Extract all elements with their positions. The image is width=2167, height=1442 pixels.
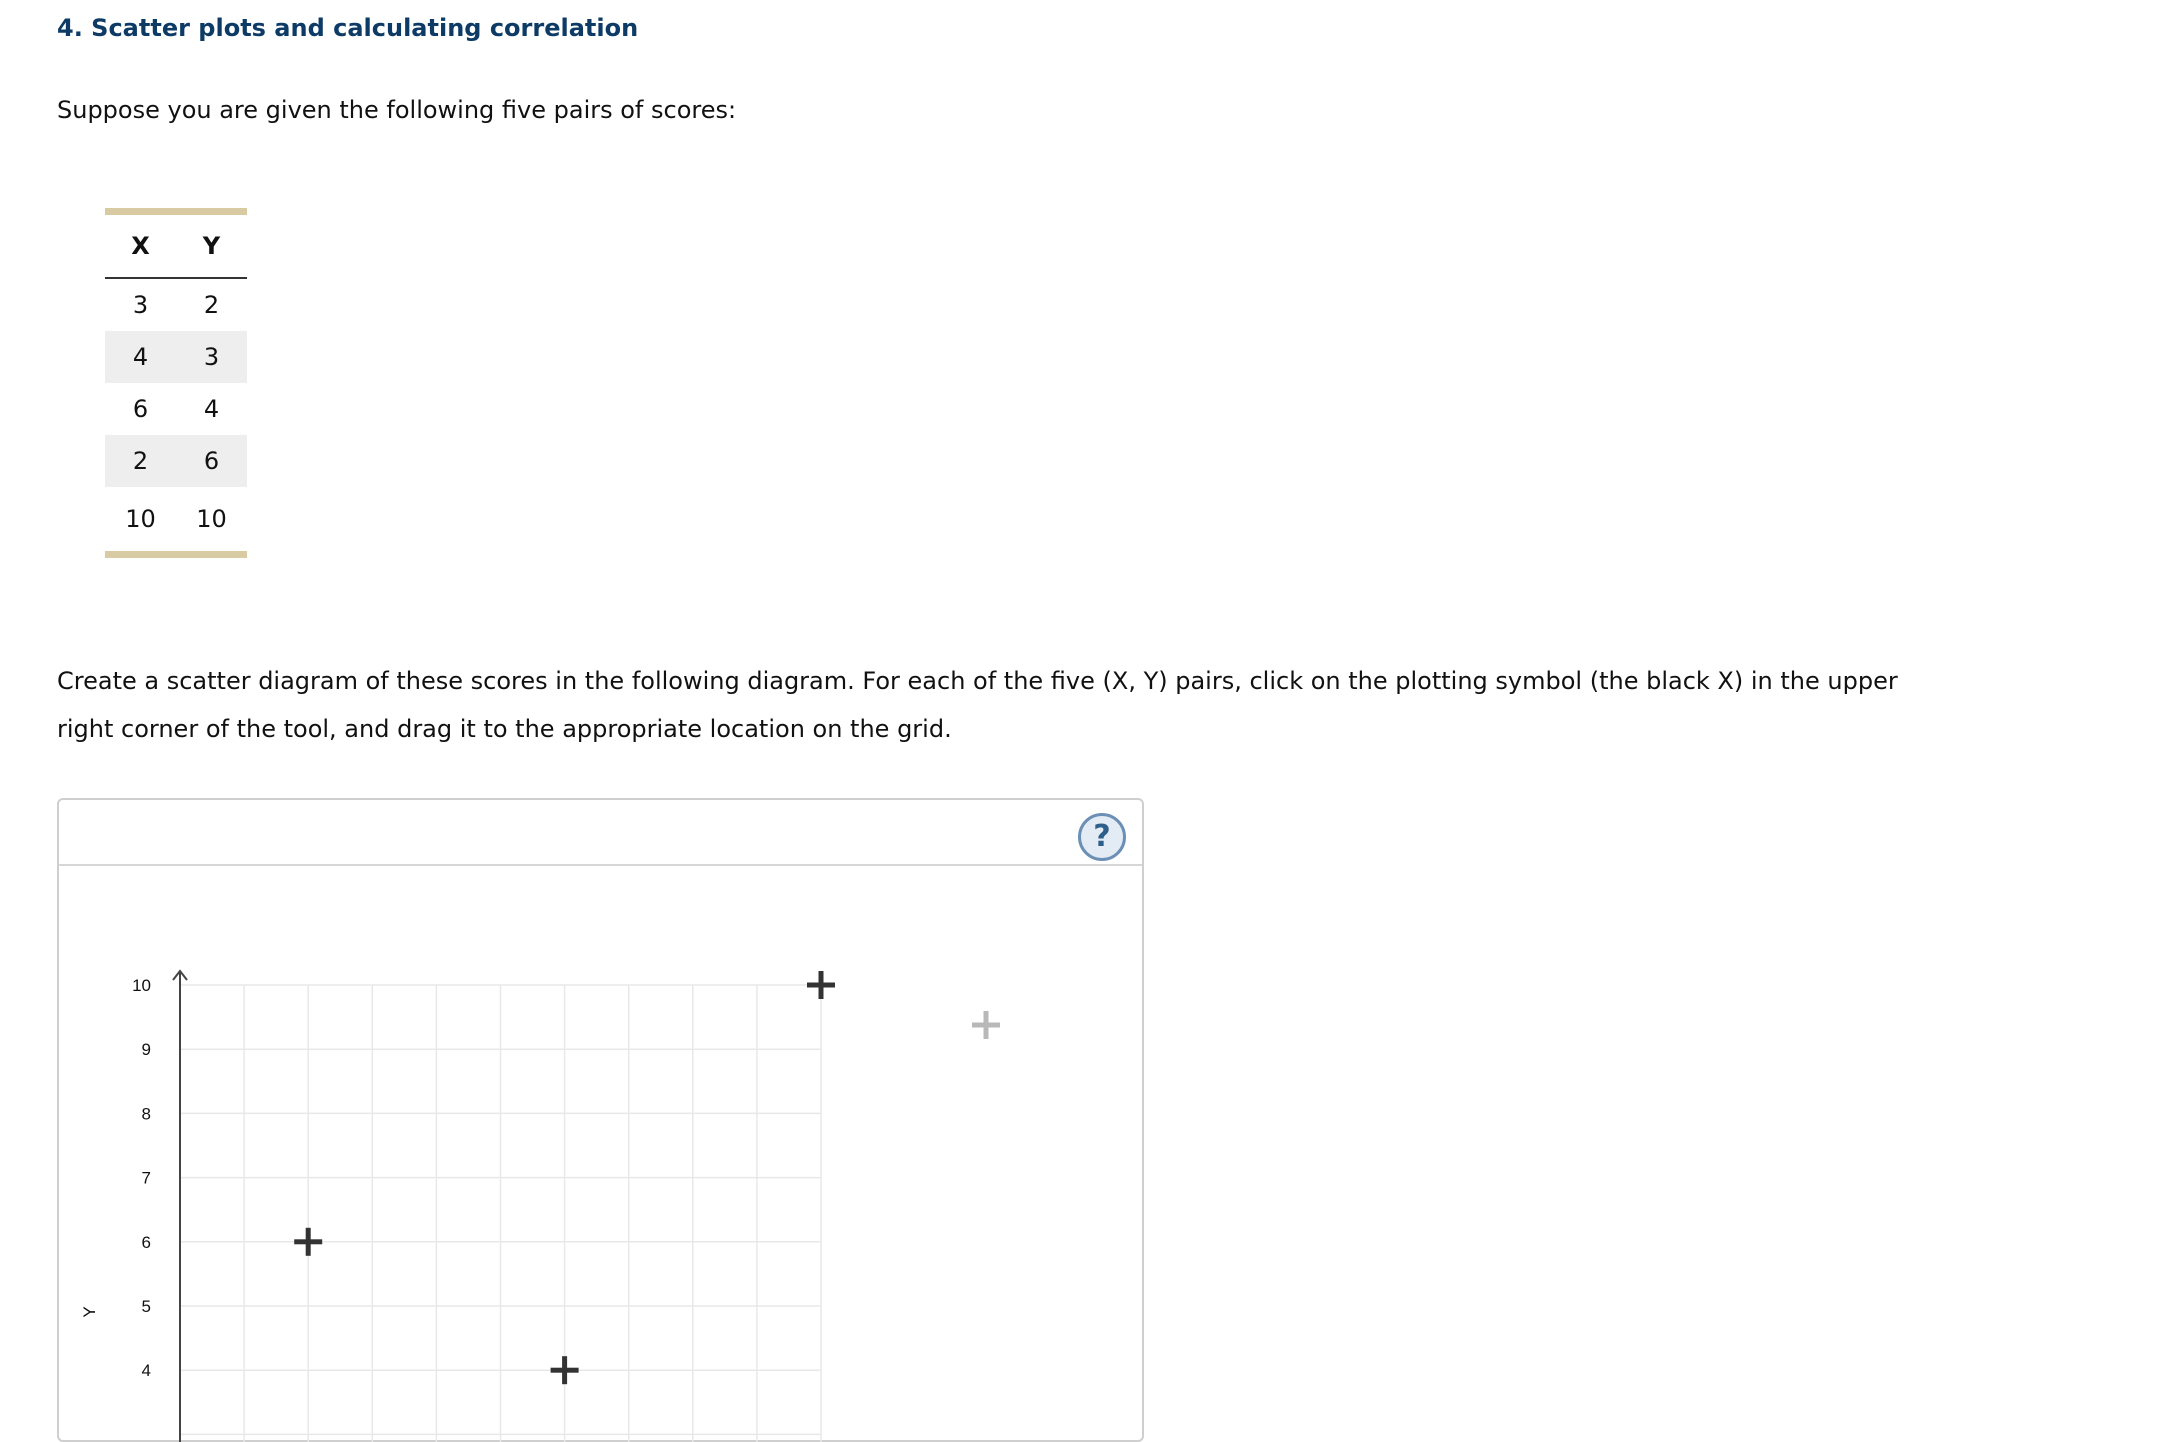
cell-y: 3	[176, 331, 247, 383]
page-title: 4. Scatter plots and calculating correlation	[57, 14, 639, 42]
y-tick-label: 8	[141, 1104, 151, 1124]
y-tick-label: 4	[141, 1361, 151, 1381]
y-tick-label: 6	[141, 1232, 151, 1252]
y-tick-label: 10	[132, 976, 151, 995]
cell-y: 6	[176, 435, 247, 487]
y-tick-label: 7	[141, 1168, 151, 1188]
y-tick-label: 9	[141, 1040, 151, 1060]
plotting-symbol-source-bar-v	[984, 1011, 989, 1039]
table-row	[105, 383, 247, 435]
scores-header-row	[105, 212, 247, 279]
scatter-plot-tool	[57, 798, 1144, 1442]
cell-x: 10	[125, 505, 156, 533]
scores-table	[105, 208, 247, 558]
plotting-symbol-source[interactable]	[972, 1011, 1000, 1039]
scatter-point-bar-v	[562, 1356, 567, 1384]
y-tick-label: 5	[141, 1297, 151, 1316]
header-x: X	[105, 212, 176, 279]
scatter-point-bar-v	[306, 1228, 311, 1256]
cell-x: 6	[132, 395, 149, 423]
scatter-point[interactable]	[551, 1356, 579, 1384]
table-row	[105, 278, 247, 331]
cell-x: 3	[132, 291, 149, 319]
intro-text: Suppose you are given the following five pairs of scores:	[57, 96, 737, 124]
cell-y: 10	[196, 505, 227, 533]
scatter-point-bar-v	[819, 971, 824, 999]
table-row	[105, 331, 247, 383]
cell-x: 2	[105, 435, 176, 487]
table-row	[105, 487, 247, 555]
help-button[interactable]: ?	[1078, 813, 1126, 861]
cell-y: 4	[203, 395, 220, 423]
scatter-point[interactable]	[807, 971, 835, 999]
instructions-text: Create a scatter diagram of these scores in the following diagram. For each of the five (X, Y) pairs, click on the plotting symbol (the black X) in the upper right corner of the tool, and drag it to the appropriate location on the grid.	[57, 667, 1898, 743]
table-row	[105, 435, 247, 487]
scatter-point[interactable]	[294, 1228, 322, 1256]
cell-x: 4	[105, 331, 176, 383]
scatter-plot[interactable]	[59, 800, 1142, 1440]
cell-y: 2	[203, 291, 220, 319]
y-axis-label: Y	[80, 1306, 99, 1318]
header-y: Y	[176, 212, 247, 279]
